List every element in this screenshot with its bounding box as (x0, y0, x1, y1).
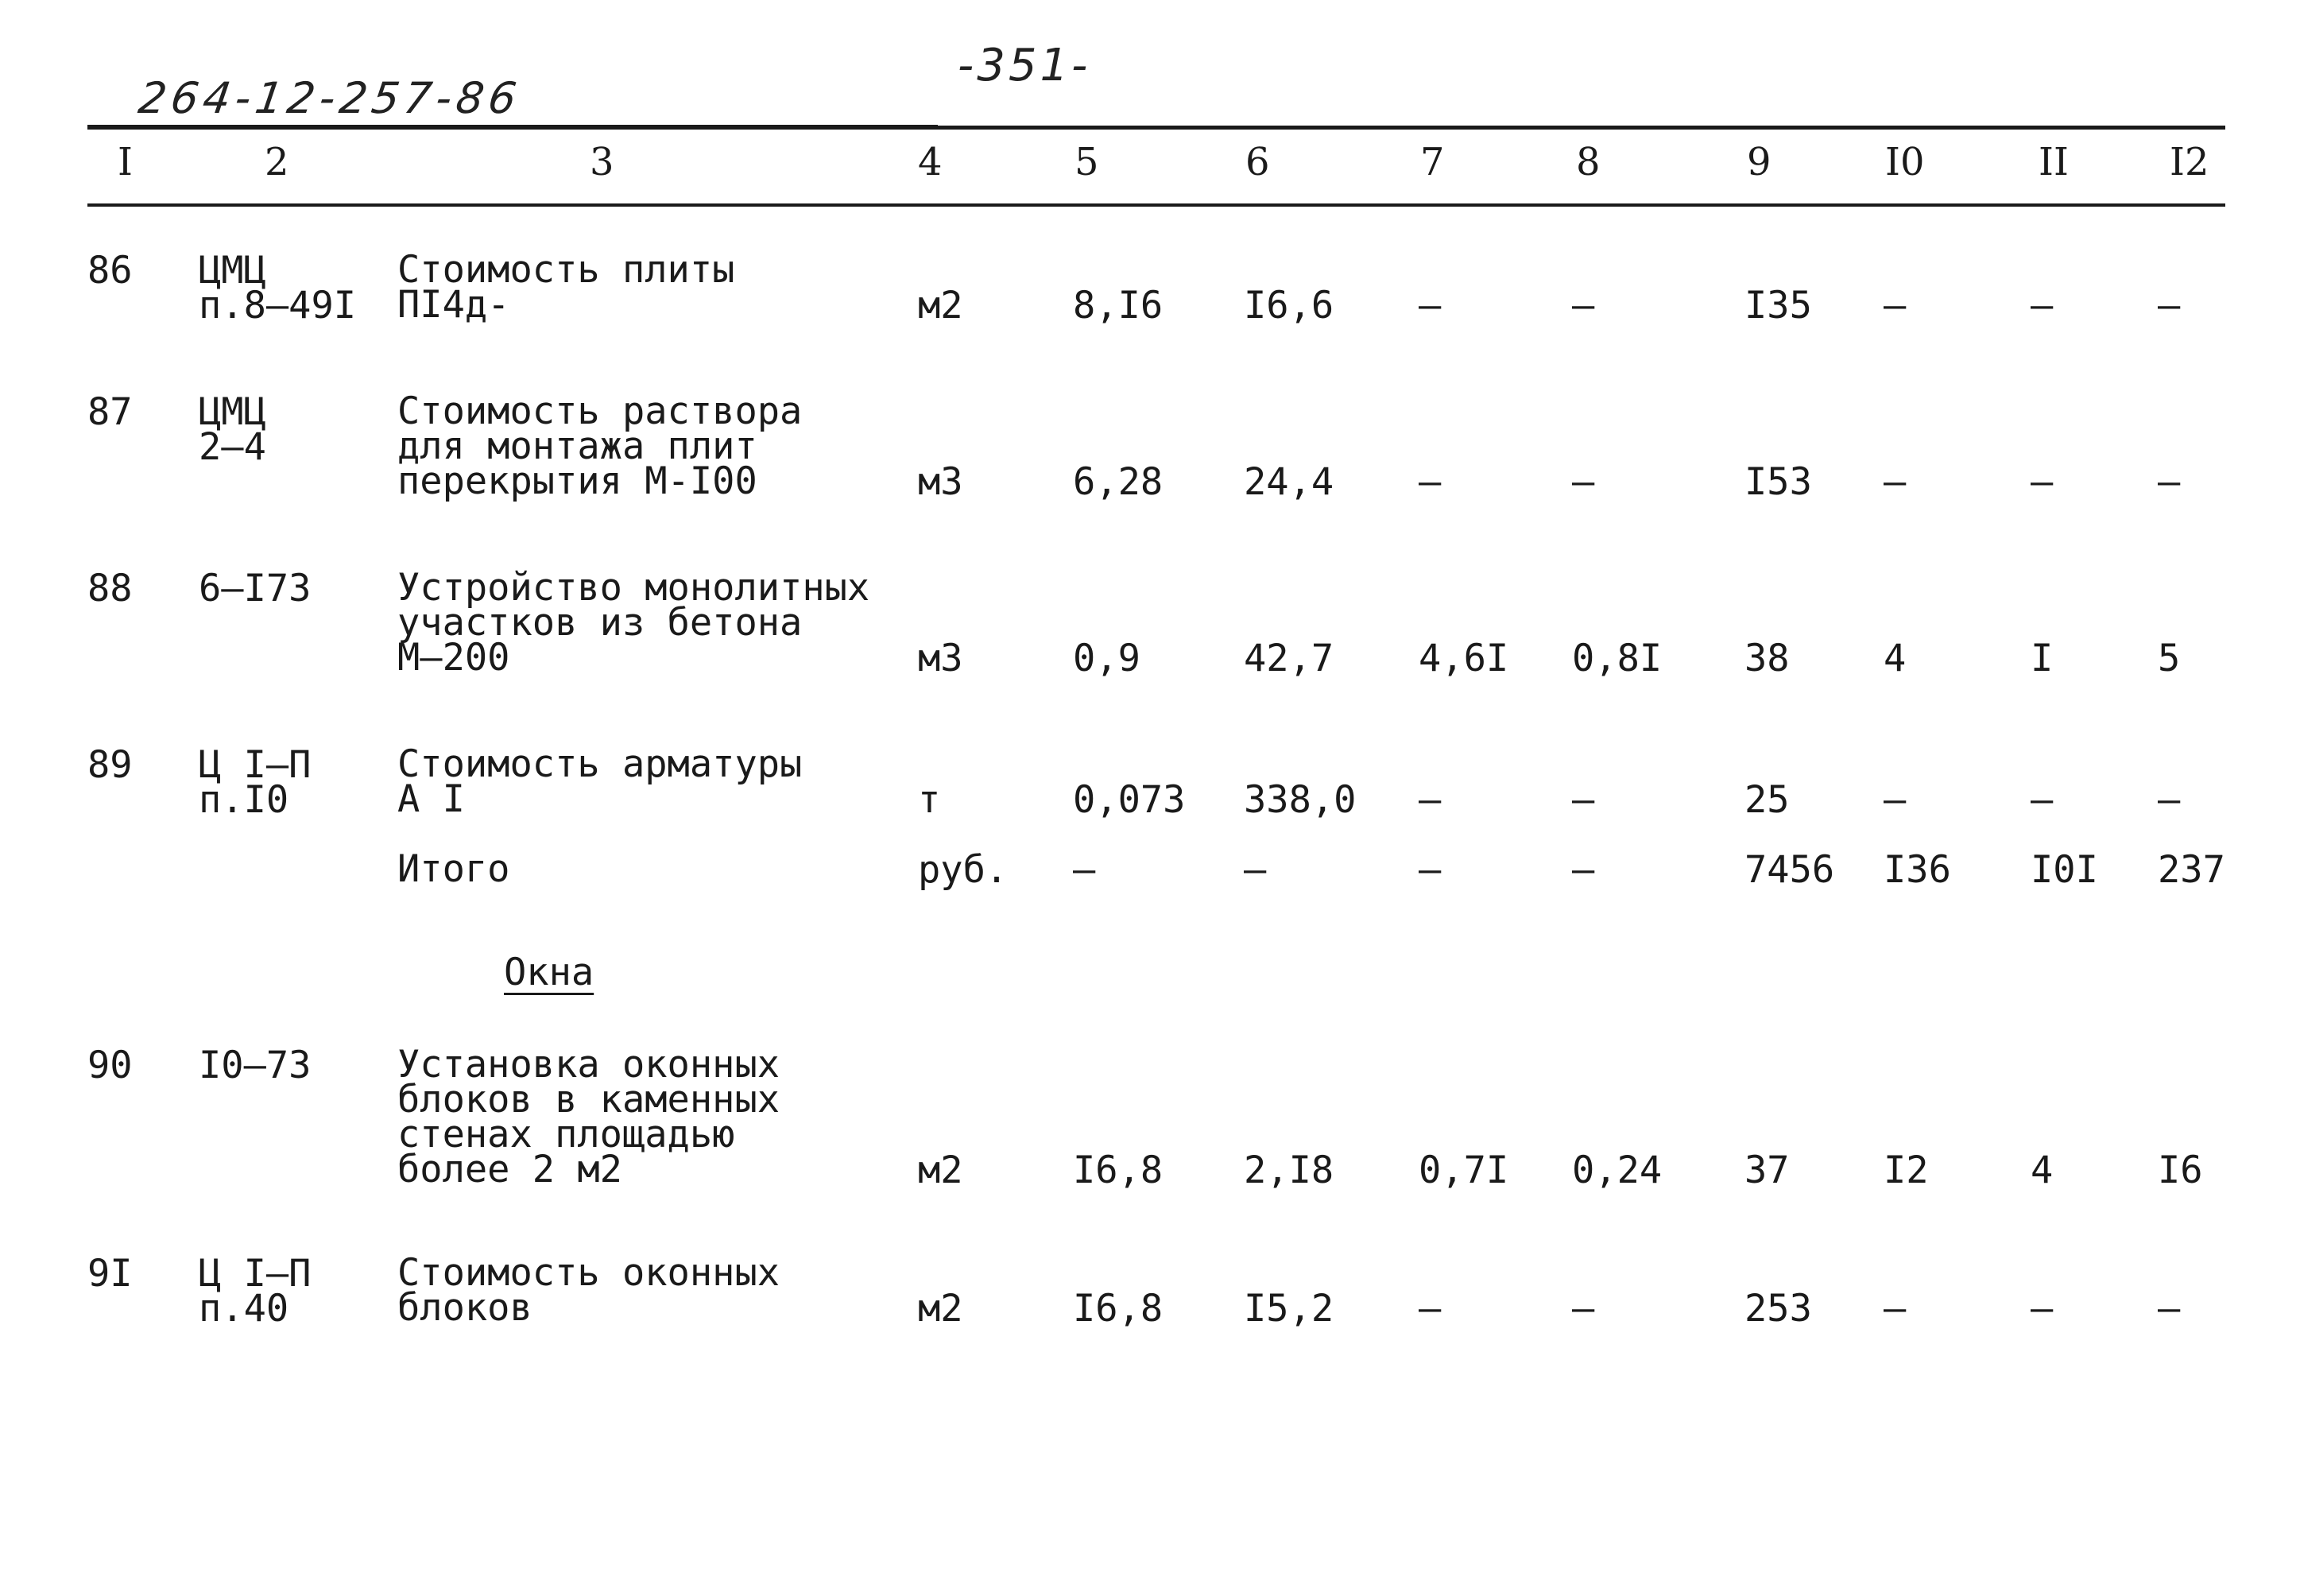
row-unit: т (918, 778, 941, 822)
page-number: -351- (958, 40, 1091, 91)
row-number: 90 (87, 1044, 133, 1087)
column-header-7: 7 (1420, 140, 1445, 184)
row-value-c11: – (2031, 778, 2054, 822)
row-value-c6: 338,0 (1244, 778, 1357, 822)
row-value-c10: I36 (1884, 848, 1951, 892)
row-value-c11: 4 (2031, 1149, 2054, 1192)
column-header-3: 3 (590, 140, 614, 184)
row-value-c10: – (1884, 460, 1907, 504)
row-value-c7: – (1419, 848, 1442, 892)
row-value-c6: 2,I8 (1244, 1149, 1334, 1192)
row-value-c12: – (2158, 1287, 2181, 1331)
row-unit: м3 (918, 460, 963, 504)
row-value-c8: – (1572, 460, 1595, 504)
row-number: 86 (87, 249, 133, 292)
row-unit: м3 (918, 637, 963, 680)
row-value-c8: 0,24 (1572, 1149, 1663, 1192)
row-value-c12: – (2158, 778, 2181, 822)
row-unit: м2 (918, 1287, 963, 1331)
row-value-c11: I0I (2031, 848, 2098, 892)
row-description: для монтажа плит (397, 424, 757, 468)
row-description: стенах площадью (397, 1113, 735, 1156)
row-value-c8: – (1572, 778, 1595, 822)
row-code: п.40 (199, 1287, 289, 1331)
row-value-c8: – (1572, 848, 1595, 892)
row-description: Стоимость раствора (397, 389, 803, 433)
row-value-c9: 253 (1744, 1287, 1812, 1331)
row-value-c9: 25 (1744, 778, 1790, 822)
row-code: 2–4 (199, 425, 266, 469)
row-value-c5: – (1073, 848, 1096, 892)
row-value-c5: 0,073 (1073, 778, 1186, 822)
row-code: 6–I73 (199, 567, 312, 610)
row-description: участков из бетона (397, 601, 803, 645)
row-value-c10: – (1884, 284, 1907, 327)
row-description: Устройство монолитных (397, 566, 870, 610)
row-value-c12: – (2158, 460, 2181, 504)
row-unit: руб. (918, 848, 1009, 892)
table-top-rule (87, 126, 2225, 130)
row-value-c11: – (2031, 460, 2054, 504)
document-code: 264-12-257-86 (135, 73, 525, 123)
column-header-1: I (118, 140, 133, 184)
row-code: п.I0 (199, 778, 289, 822)
row-value-c11: – (2031, 1287, 2054, 1331)
row-value-c5: 6,28 (1073, 460, 1164, 504)
column-header-10: I0 (1885, 140, 1925, 184)
row-description: Стоимость арматуры (397, 742, 803, 786)
column-header-8: 8 (1576, 140, 1601, 184)
row-code: Ц I–П (199, 1252, 312, 1296)
row-value-c10: 4 (1884, 637, 1907, 680)
row-value-c7: – (1419, 778, 1442, 822)
row-value-c9: 7456 (1744, 848, 1835, 892)
row-value-c6: 42,7 (1244, 637, 1334, 680)
row-value-c6: I6,6 (1244, 284, 1334, 327)
row-value-c5: 8,I6 (1073, 284, 1164, 327)
row-value-c10: – (1884, 1287, 1907, 1331)
row-value-c6: 24,4 (1244, 460, 1334, 504)
row-value-c7: – (1419, 284, 1442, 327)
column-header-5: 5 (1074, 140, 1099, 184)
row-code: ЦМЦ (199, 390, 266, 434)
row-description: более 2 м2 (397, 1148, 622, 1191)
row-value-c12: 237 (2158, 848, 2225, 892)
row-value-c7: 0,7I (1419, 1149, 1509, 1192)
row-value-c12: – (2158, 284, 2181, 327)
row-description: перекрытия М-I00 (397, 459, 757, 503)
column-header-4: 4 (918, 140, 943, 184)
row-code: ЦМЦ (199, 249, 266, 292)
row-number: 88 (87, 567, 133, 610)
row-value-c7: 4,6I (1419, 637, 1509, 680)
column-header-6: 6 (1245, 140, 1270, 184)
row-description: блоков (397, 1286, 532, 1330)
row-code: Ц I–П (199, 743, 312, 787)
row-value-c10: I2 (1884, 1149, 1929, 1192)
column-header-11: II (2039, 140, 2069, 184)
row-description: ПI4д- (397, 283, 510, 327)
row-value-c8: 0,8I (1572, 637, 1663, 680)
column-header-12: I2 (2170, 140, 2209, 184)
row-value-c11: – (2031, 284, 2054, 327)
section-title: Окна (504, 951, 594, 994)
row-unit: м2 (918, 284, 963, 327)
row-unit: м2 (918, 1149, 963, 1192)
row-number: 9I (87, 1252, 133, 1296)
row-value-c10: – (1884, 778, 1907, 822)
row-value-c12: I6 (2158, 1149, 2203, 1192)
row-value-c7: – (1419, 1287, 1442, 1331)
row-description: Стоимость плиты (397, 248, 735, 292)
column-header-2: 2 (265, 140, 289, 184)
row-value-c7: – (1419, 460, 1442, 504)
row-description: Итого (397, 847, 510, 891)
row-value-c5: I6,8 (1073, 1149, 1164, 1192)
row-value-c6: – (1244, 848, 1267, 892)
row-description: Установка оконных (397, 1043, 780, 1087)
table-header-bottom-rule (87, 203, 2225, 207)
row-value-c9: I35 (1744, 284, 1812, 327)
row-description: М–200 (397, 636, 510, 680)
row-value-c9: 37 (1744, 1149, 1790, 1192)
row-value-c11: I (2031, 637, 2054, 680)
column-header-9: 9 (1747, 140, 1771, 184)
row-value-c9: I53 (1744, 460, 1812, 504)
row-description: блоков в каменных (397, 1078, 780, 1121)
row-number: 89 (87, 743, 133, 787)
row-number: 87 (87, 390, 133, 434)
row-value-c5: I6,8 (1073, 1287, 1164, 1331)
row-value-c8: – (1572, 1287, 1595, 1331)
row-description: А I (397, 777, 465, 821)
row-code: п.8–49I (199, 284, 357, 327)
row-value-c5: 0,9 (1073, 637, 1140, 680)
row-value-c8: – (1572, 284, 1595, 327)
row-value-c9: 38 (1744, 637, 1790, 680)
row-value-c12: 5 (2158, 637, 2181, 680)
row-code: I0–73 (199, 1044, 312, 1087)
row-value-c6: I5,2 (1244, 1287, 1334, 1331)
row-description: Стоимость оконных (397, 1251, 780, 1295)
